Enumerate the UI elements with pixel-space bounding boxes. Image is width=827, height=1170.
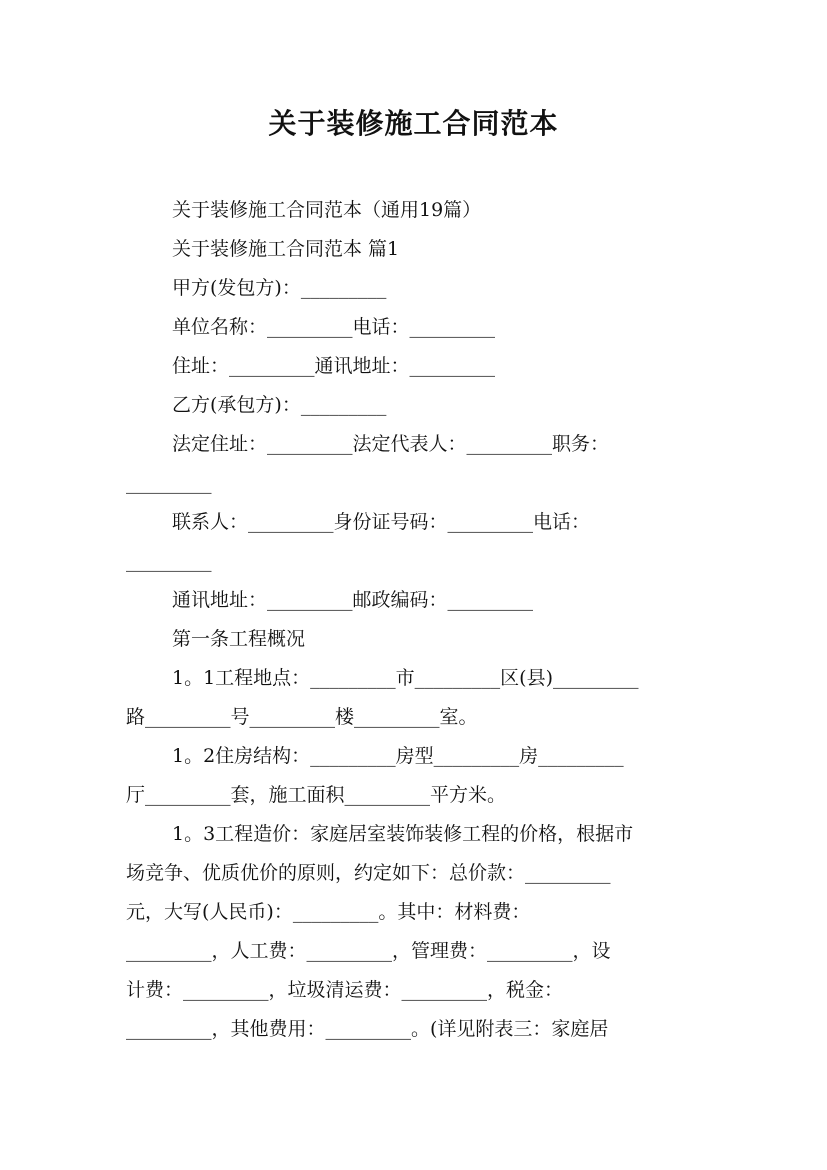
party-a-line: 甲方(发包方)：_________ [172,277,387,299]
project-cost-cont-3: _________，人工费：_________，管理费：_________，设 [126,940,611,962]
address-line: 住址：_________通讯地址：_________ [172,355,496,377]
project-location-cont: 路_________号_________楼_________室。 [126,706,478,728]
project-location-line: 1。1工程地点：_________市_________区(县)_________ [172,667,639,689]
contact-line: 联系人：_________身份证号码：_________电话： [172,511,591,533]
project-cost-line: 1。3工程造价：家庭居室装饰装修工程的价格，根据市 [172,823,634,845]
company-phone-line: 单位名称：_________电话：_________ [172,316,496,338]
project-cost-cont-4: 计费：_________，垃圾清运费：_________，税金： [126,979,564,1001]
party-b-line: 乙方(承包方)：_________ [172,394,387,416]
position-blank-line: _________ [126,472,212,494]
section-heading: 关于装修施工合同范本 篇1 [172,238,400,260]
postal-line: 通讯地址：_________邮政编码：_________ [172,589,534,611]
legal-address-line: 法定住址：_________法定代表人：_________职务： [172,433,610,455]
subtitle-line: 关于装修施工合同范本（通用19篇） [172,199,482,221]
project-cost-cont-2: 元，大写(人民币)：_________。其中：材料费： [126,901,531,923]
house-structure-cont: 厅_________套，施工面积_________平方米。 [126,784,507,806]
document-title: 关于装修施工合同范本 [268,107,559,140]
phone-blank-line: _________ [126,550,212,572]
house-structure-line: 1。2住房结构：_________房型_________房_________ [172,745,624,767]
article-one-heading: 第一条工程概况 [172,628,306,650]
project-cost-cont-5: _________，其他费用：_________。(详见附表三：家庭居 [126,1018,609,1040]
project-cost-cont-1: 场竞争、优质优价的原则，约定如下：总价款：_________ [126,862,611,884]
